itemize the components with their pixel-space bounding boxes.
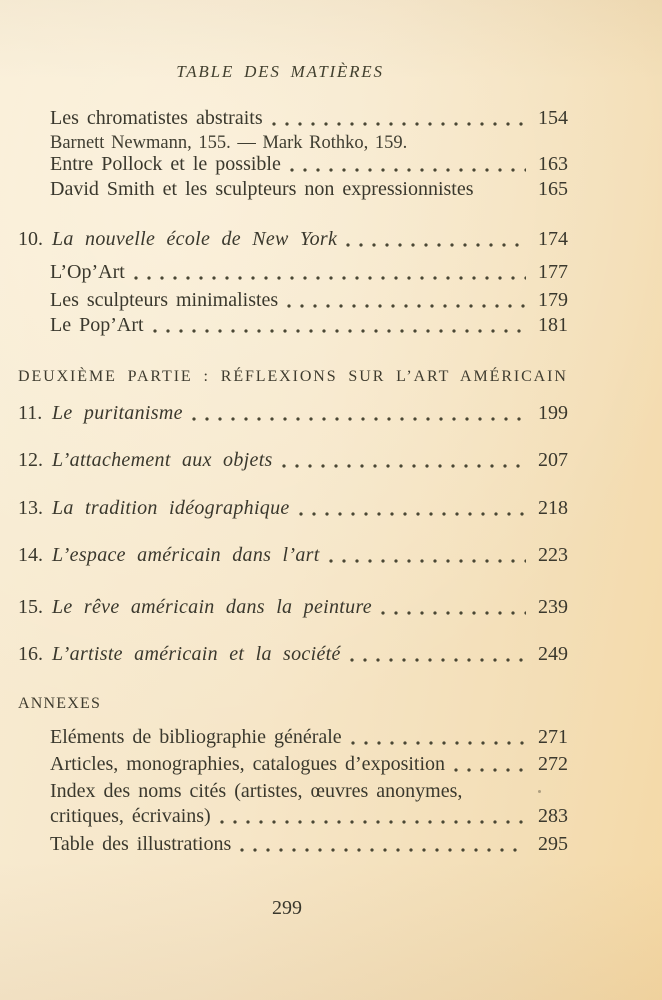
toc-entry-page: 283 bbox=[538, 805, 568, 827]
dot-leader bbox=[134, 276, 526, 280]
toc-entry-table-illustrations bbox=[50, 831, 572, 857]
dot-leader bbox=[351, 741, 526, 745]
toc-entry-title: Le Pop’Art bbox=[50, 314, 144, 336]
chapter-number: 10. bbox=[18, 228, 43, 250]
toc-entry-title: Entre Pollock et le possible bbox=[50, 153, 281, 175]
toc-entry-david-smith bbox=[50, 176, 572, 202]
toc-entry-title: David Smith et les sculpteurs non expressionnistes bbox=[50, 178, 474, 200]
toc-entry-title: Articles, monographies, catalogues d’exposition bbox=[50, 753, 446, 775]
toc-entry-title: Les chromatistes abstraits bbox=[50, 107, 263, 129]
dot-leader bbox=[282, 464, 526, 468]
toc-entry-title: Table des illustrations bbox=[50, 833, 232, 855]
toc-entry-page: 295 bbox=[538, 833, 568, 855]
toc-entry-bibliographie bbox=[50, 724, 572, 750]
dot-leader bbox=[240, 848, 526, 852]
toc-entry-page: 174 bbox=[538, 228, 568, 250]
page-number: 299 bbox=[272, 897, 302, 919]
toc-entry-title: Le rêve américain dans la peinture bbox=[52, 596, 372, 618]
dot-leader bbox=[483, 193, 526, 197]
annexes-heading: ANNEXES bbox=[18, 695, 102, 712]
chapter-number: 11. bbox=[18, 402, 43, 424]
toc-entry-pop-art bbox=[50, 312, 572, 338]
dot-leader bbox=[329, 559, 526, 563]
chapter-number: 13. bbox=[18, 497, 43, 519]
toc-entry-index-noms-line2 bbox=[50, 803, 572, 829]
toc-entry-title: L’espace américain dans l’art bbox=[52, 544, 320, 566]
toc-chapter-15 bbox=[18, 594, 572, 620]
part-heading-deuxieme-partie: DEUXIÈME PARTIE : RÉFLEXIONS SUR L’ART AMÉRICAIN bbox=[18, 368, 568, 385]
chapter-number: 14. bbox=[18, 544, 43, 566]
toc-entry-title: Le puritanisme bbox=[52, 402, 183, 424]
dot-leader bbox=[454, 768, 526, 772]
toc-entry-page: 272 bbox=[538, 753, 568, 775]
toc-entry-title: La nouvelle école de New York bbox=[52, 228, 338, 250]
dot-leader bbox=[272, 122, 526, 126]
toc-entry-index-noms-line1 bbox=[50, 778, 572, 804]
toc-entry-title: L’attachement aux objets bbox=[52, 449, 273, 471]
toc-chapter-11 bbox=[18, 400, 572, 426]
toc-entry-title: Les sculpteurs minimalistes bbox=[50, 289, 279, 311]
dot-leader bbox=[299, 512, 526, 516]
dot-leader bbox=[153, 329, 526, 333]
toc-entry-chromatistes bbox=[50, 105, 572, 131]
dot-leader bbox=[346, 243, 526, 247]
page-title: TABLE DES MATIÈRES bbox=[176, 62, 384, 81]
dot-leader bbox=[287, 304, 526, 308]
toc-entry-page: 177 bbox=[538, 261, 568, 283]
toc-entry-page: 223 bbox=[538, 544, 568, 566]
toc-entry-page: 271 bbox=[538, 726, 568, 748]
toc-entry-page: 218 bbox=[538, 497, 568, 519]
toc-entry-sculpteurs-minimalistes bbox=[50, 287, 572, 313]
dot-leader bbox=[350, 658, 526, 662]
toc-entry-title: Eléments de bibliographie générale bbox=[50, 726, 342, 748]
toc-entry-title: Barnett Newmann, 155. — Mark Rothko, 159. bbox=[50, 133, 408, 153]
scan-speck-artifact bbox=[538, 790, 541, 793]
toc-entry-page: 154 bbox=[538, 107, 568, 129]
toc-entry-title: L’Op’Art bbox=[50, 261, 125, 283]
toc-entry-page: 165 bbox=[538, 178, 568, 200]
toc-entry-page: 199 bbox=[538, 402, 568, 424]
toc-entry-title: L’artiste américain et la société bbox=[52, 643, 341, 665]
dot-leader bbox=[290, 168, 526, 172]
toc-chapter-14 bbox=[18, 542, 572, 568]
dot-leader bbox=[220, 820, 526, 824]
toc-entry-title: critiques, écrivains) bbox=[50, 805, 211, 827]
toc-entry-page: 181 bbox=[538, 314, 568, 336]
dot-leader bbox=[192, 417, 526, 421]
toc-entry-page: 179 bbox=[538, 289, 568, 311]
dot-leader bbox=[471, 795, 526, 799]
chapter-number: 16. bbox=[18, 643, 43, 665]
toc-chapter-16 bbox=[18, 641, 572, 667]
dot-leader bbox=[381, 611, 526, 615]
toc-entry-page: 249 bbox=[538, 643, 568, 665]
toc-chapter-10 bbox=[18, 226, 572, 252]
toc-entry-entre-pollock bbox=[50, 151, 572, 177]
toc-chapter-12 bbox=[18, 447, 572, 473]
chapter-number: 12. bbox=[18, 449, 43, 471]
toc-entry-op-art bbox=[50, 259, 572, 285]
toc-chapter-13 bbox=[18, 495, 572, 521]
toc-entry-page: 239 bbox=[538, 596, 568, 618]
toc-entry-articles-monographies bbox=[50, 751, 572, 777]
toc-entry-page: 207 bbox=[538, 449, 568, 471]
toc-entry-title: La tradition idéographique bbox=[52, 497, 290, 519]
toc-entry-title: Index des noms cités (artistes, œuvres anonymes, bbox=[50, 780, 463, 802]
toc-entry-page: 163 bbox=[538, 153, 568, 175]
chapter-number: 15. bbox=[18, 596, 43, 618]
